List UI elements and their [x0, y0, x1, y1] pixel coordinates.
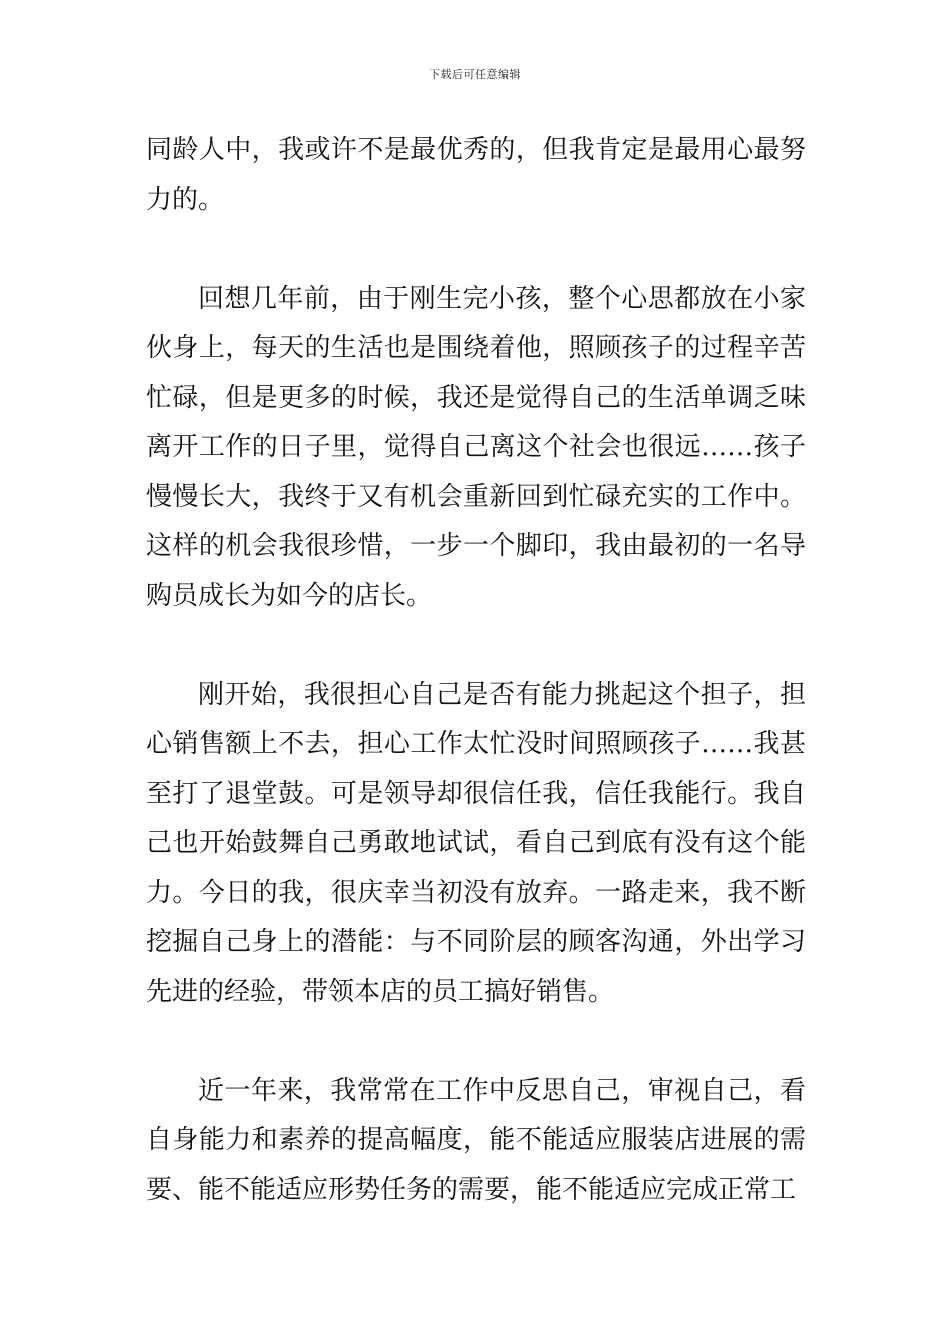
page-header: 下载后可任意编辑: [429, 68, 521, 81]
paragraph-4: 近一年来，我常常在工作中反思自己，审视自己，看自身能力和素养的提高幅度，能不能适应服装店进展的需要、能不能适应形势任务的需要，能不能适应完成正常工: [146, 1075, 806, 1205]
document-body: [146, 126, 806, 1265]
paragraph-1: 同龄人中，我或许不是最优秀的，但我肯定是最用心最努力的。: [146, 135, 806, 215]
paragraph-3: 刚开始，我很担心自己是否有能力挑起这个担子，担心销售额上不去，担心工作太忙没时间照顾孩子……我甚至打了退堂鼓。可是领导却很信任我，信任我能行。我自己也开始鼓舞自己勇敢地试试，看自己到底有没有这个能力。今日的我，很庆幸当初没有放弃。一路走来，我不断挖掘自己身上的潜能：与不同阶层的顾客沟通，外出学习先进的经验，带领本店的员工搞好销售。: [146, 679, 806, 1007]
paragraph-2: 回想几年前，由于刚生完小孩，整个心思都放在小家伙身上，每天的生活也是围绕着他，照顾孩子的过程辛苦忙碌，但是更多的时候，我还是觉得自己的生活单调乏味离开工作的日子里，觉得自己离这个社会也很远……孩子慢慢长大，我终于又有机会重新回到忙碌充实的工作中。这样的机会我很珍惜，一步一个脚印，我由最初的一名导购员成长为如今的店长。: [146, 283, 806, 611]
